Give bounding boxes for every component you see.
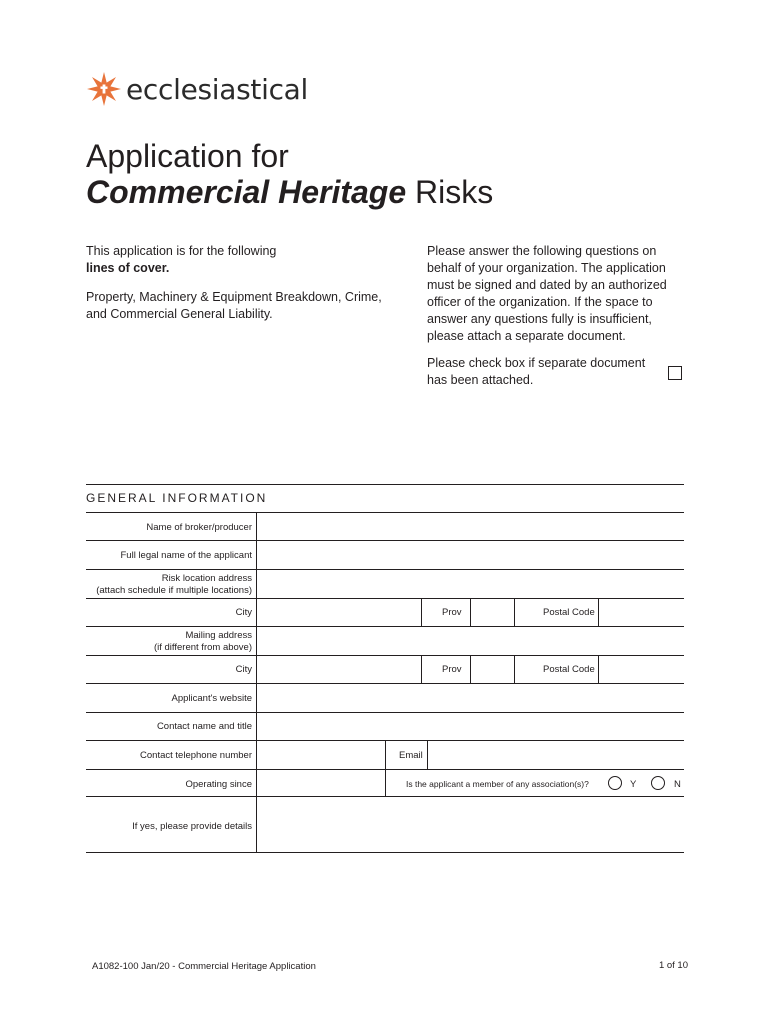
row-website xyxy=(86,683,684,712)
intro-left-paragraph-2: Property, Machinery & Equipment Breakdown, Crime, and Commercial General Liability. xyxy=(86,290,382,321)
mailing-address-input[interactable] xyxy=(257,627,684,655)
mailing-address-label-line-2: (if different from above) xyxy=(153,642,252,653)
association-no-label: N xyxy=(674,779,681,790)
row-mailing-address xyxy=(86,626,684,655)
association-yes-radio[interactable] xyxy=(608,776,622,790)
section-divider xyxy=(86,484,684,485)
row-legal-name xyxy=(86,540,684,569)
row-mailing-city xyxy=(86,655,684,683)
intro-right-paragraph-1: Please answer the following questions on behalf of your organization. The application must be signed and dated by an authorized officer of the organization. If the space to answer any questions fully is insufficient, please attach a separate document. xyxy=(427,244,667,343)
row-broker xyxy=(86,512,684,540)
contact-name-label: Contact name and title xyxy=(156,721,252,732)
risk-postal-label: Postal Code xyxy=(543,607,595,618)
intro-left xyxy=(86,243,386,335)
divider xyxy=(385,741,386,769)
intro-left-bold: lines of cover. xyxy=(86,261,170,275)
risk-address-label-line-2: (attach schedule if multiple locations) xyxy=(96,585,252,596)
row-phone-email xyxy=(86,740,684,769)
legal-name-label: Full legal name of the applicant xyxy=(120,550,252,561)
mailing-postal-label: Postal Code xyxy=(543,664,595,675)
risk-city-input[interactable] xyxy=(257,599,420,626)
divider xyxy=(385,770,386,796)
divider xyxy=(514,656,515,683)
risk-city-label: City xyxy=(235,607,252,618)
mailing-address-label-line-1: Mailing address xyxy=(185,630,252,641)
risk-prov-input[interactable] xyxy=(471,599,513,626)
mailing-city-label: City xyxy=(235,664,252,675)
title-line-1: Application for xyxy=(86,138,289,174)
row-risk-city xyxy=(86,598,684,626)
intro-right xyxy=(427,243,687,399)
risk-address-label-line-1: Risk location address xyxy=(161,573,252,584)
website-input[interactable] xyxy=(257,684,684,712)
contact-name-input[interactable] xyxy=(257,713,684,740)
row-risk-address xyxy=(86,569,684,598)
association-question: Is the applicant a member of any association(s)? xyxy=(406,779,589,789)
page-title xyxy=(86,138,493,210)
email-label: Email xyxy=(399,750,423,761)
association-no-radio[interactable] xyxy=(651,776,665,790)
broker-input[interactable] xyxy=(257,513,684,540)
mailing-address-label xyxy=(86,630,252,654)
row-details xyxy=(86,797,684,853)
legal-name-input[interactable] xyxy=(257,541,684,569)
website-label: Applicant's website xyxy=(171,693,252,704)
intro-left-text: This application is for the following xyxy=(86,244,277,258)
divider xyxy=(514,599,515,626)
phone-label: Contact telephone number xyxy=(140,750,252,761)
title-emphasis: Commercial Heritage xyxy=(86,174,407,210)
divider xyxy=(421,656,422,683)
broker-label: Name of broker/producer xyxy=(146,522,252,533)
mailing-prov-input[interactable] xyxy=(471,656,513,683)
risk-prov-label: Prov xyxy=(442,607,462,618)
footer-form-code: A1082-100 Jan/20 - Commercial Heritage Application xyxy=(92,961,316,972)
separate-document-checkbox[interactable] xyxy=(668,366,682,380)
row-operating-since xyxy=(86,769,684,797)
divider xyxy=(421,599,422,626)
intro-left-paragraph-1 xyxy=(86,243,386,277)
details-input[interactable] xyxy=(257,797,684,853)
details-label: If yes, please provide details xyxy=(132,821,252,832)
title-rest: Risks xyxy=(406,174,494,210)
email-input[interactable] xyxy=(428,741,684,769)
title-line-2 xyxy=(86,174,493,210)
intro-right-paragraph-2: Please check box if separate document has been attached. xyxy=(427,356,646,387)
general-information-form xyxy=(86,512,684,853)
brand-logo xyxy=(86,68,308,110)
mailing-city-input[interactable] xyxy=(257,656,420,683)
row-contact-name xyxy=(86,712,684,740)
brand-name: ecclesiastical xyxy=(126,72,309,106)
phone-input[interactable] xyxy=(257,741,384,769)
association-yes-label: Y xyxy=(630,779,637,790)
operating-since-input[interactable] xyxy=(257,770,384,796)
section-title: GENERAL INFORMATION xyxy=(86,491,268,505)
risk-postal-input[interactable] xyxy=(599,599,684,626)
risk-address-input[interactable] xyxy=(257,570,684,598)
form-bottom-border xyxy=(86,852,684,853)
star-logo-icon xyxy=(86,71,122,107)
risk-address-label xyxy=(86,573,252,597)
operating-since-label: Operating since xyxy=(185,779,252,790)
mailing-prov-label: Prov xyxy=(442,664,462,675)
mailing-postal-input[interactable] xyxy=(599,656,684,683)
footer-page-number: 1 of 10 xyxy=(658,960,688,971)
